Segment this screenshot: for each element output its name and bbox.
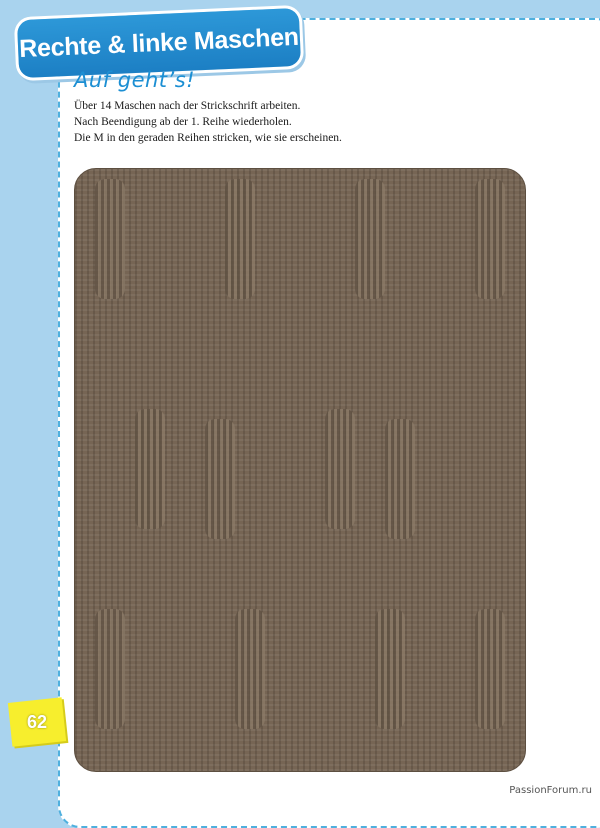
rib-texture xyxy=(205,419,235,539)
section-heading: Auf geht’s! xyxy=(74,68,196,92)
rib-texture xyxy=(475,179,505,299)
rib-texture xyxy=(355,179,385,299)
page-number: 62 xyxy=(26,711,48,732)
instructions xyxy=(74,98,554,146)
rib-texture xyxy=(375,609,405,729)
rib-texture xyxy=(135,409,165,529)
page-title: Rechte & linke Maschen xyxy=(18,22,300,63)
instruction-line: Nach Beendigung ab der 1. Reihe wiederholen. xyxy=(74,116,292,128)
rib-texture xyxy=(95,609,125,729)
knitted-swatch-photo xyxy=(74,168,526,772)
rib-texture xyxy=(225,179,255,299)
watermark-text: PassionForum.ru xyxy=(509,785,592,796)
instruction-line: Über 14 Maschen nach der Strickschrift arbeiten. xyxy=(74,100,301,112)
rib-texture xyxy=(235,609,265,729)
rib-texture xyxy=(385,419,415,539)
rib-texture xyxy=(325,409,355,529)
rib-texture xyxy=(95,179,125,299)
instruction-line: Die M in den geraden Reihen stricken, wie sie erscheinen. xyxy=(74,132,342,144)
rib-texture xyxy=(475,609,505,729)
